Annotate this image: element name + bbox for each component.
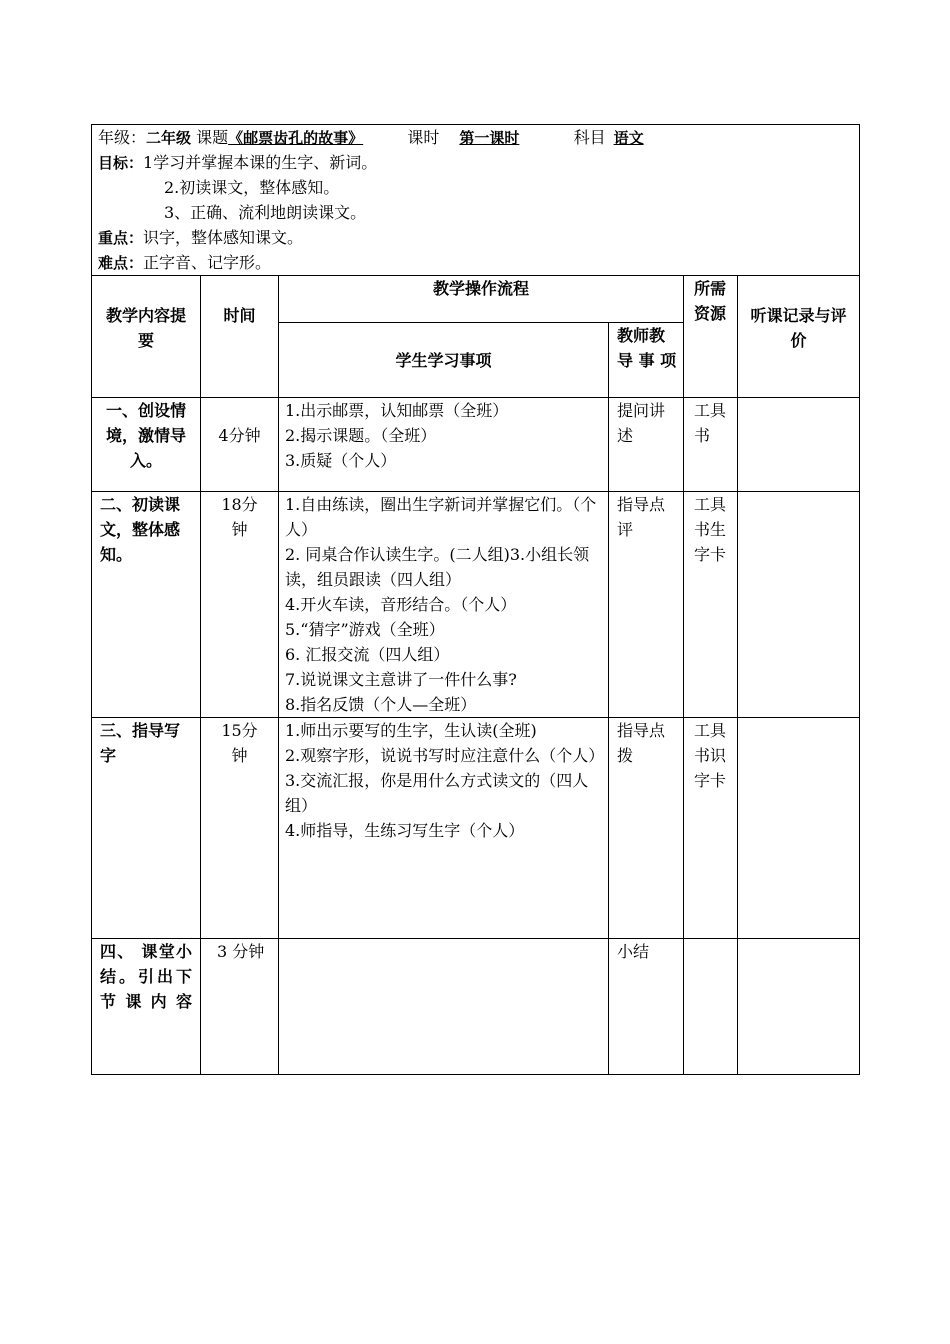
list-item: 4.开火车读，音形结合。（个人）: [285, 595, 517, 614]
lesson-row-2: [92, 492, 860, 718]
row1-student-items: [279, 398, 609, 492]
lesson-plan-table: [91, 124, 860, 1075]
list-item: 3.交流汇报，你是用什么方式读文的（四人组）: [285, 771, 589, 815]
col-time-header: 时间: [201, 276, 279, 398]
list-item: 2.揭示课题。（全班）: [285, 426, 437, 445]
row3-record[interactable]: [738, 718, 860, 939]
row4-content: 四、 课堂小结。引出下节课内容: [92, 939, 201, 1075]
col-record-header: 听课记录与评价: [738, 276, 860, 398]
key-point-line: [98, 225, 853, 250]
list-item: 6. 汇报交流（四人组）: [285, 645, 450, 664]
row1-time: 4分钟: [201, 398, 279, 492]
list-item: 1.出示邮票，认知邮票（全班）: [285, 401, 509, 420]
row2-teacher: 指导点评: [609, 492, 684, 718]
period-value: 第一课时: [459, 129, 520, 147]
goals-line-1: [98, 150, 853, 175]
subject-value: 语文: [613, 129, 644, 147]
list-item: 8.指名反馈（个人—全班）: [285, 695, 477, 714]
list-item: 2. 同桌合作认读生字。(二人组)3.小组长领读，组员跟读（四人组）: [285, 545, 590, 589]
difficulty-label: 难点：: [98, 254, 144, 272]
list-item: 3.质疑（个人）: [285, 451, 397, 470]
row4-resources: [684, 939, 738, 1075]
row3-time: 15分钟: [201, 718, 279, 939]
row3-resources: 工具书识字卡: [684, 718, 738, 939]
row2-student-items: [279, 492, 609, 718]
goals-line-3: [98, 200, 853, 225]
lesson-row-3: [92, 718, 860, 939]
col-resources-header: 所需资源: [684, 276, 738, 398]
list-item: 1.自由练读，圈出生字新词并掌握它们。（个人）: [285, 495, 597, 539]
difficulty-value: 正字音、记字形。: [143, 253, 272, 272]
col-content-header: 教学内容提要: [92, 276, 201, 398]
row1-resources: 工具书: [684, 398, 738, 492]
key-value: 识字，整体感知课文。: [143, 228, 304, 247]
list-item: 2.观察字形，说说书写时应注意什么（个人）: [285, 746, 605, 765]
list-item: 4.师指导，生练习写生字（个人）: [285, 821, 525, 840]
lesson-row-4: [92, 939, 860, 1075]
goals-line-2: [98, 175, 853, 200]
topic-label: 课题: [196, 128, 229, 147]
goal-2: 2.初读课文，整体感知。: [164, 178, 340, 197]
row2-record[interactable]: [738, 492, 860, 718]
column-header-row-1: [92, 276, 860, 323]
row4-record[interactable]: [738, 939, 860, 1075]
row3-teacher: 指导点拨: [609, 718, 684, 939]
row2-content: 二、初读课文，整体感知。: [92, 492, 201, 718]
list-item: 1.师出示要写的生字，生认读(全班): [285, 721, 537, 740]
row3-student-items: [279, 718, 609, 939]
grade-value: 二年级: [146, 129, 192, 147]
lesson-row-1: [92, 398, 860, 492]
row1-content: 一、创设情境，激情导入。: [92, 398, 201, 492]
difficulty-line: [98, 250, 853, 275]
row2-resources: 工具书生字卡: [684, 492, 738, 718]
header-block: [92, 125, 860, 276]
period-label: 课时: [407, 128, 440, 147]
subject-label: 科目: [573, 128, 606, 147]
grade-label: 年级：: [98, 128, 147, 147]
key-label: 重点：: [98, 229, 144, 247]
goal-3: 3、正确、流利地朗读课文。: [164, 203, 367, 222]
lesson-plan-sheet: [91, 124, 859, 1075]
header-meta-line: [98, 125, 853, 150]
row4-student-items: [279, 939, 609, 1075]
goals-label: 目标：: [98, 154, 144, 172]
row1-teacher: 提问讲述: [609, 398, 684, 492]
row1-record[interactable]: [738, 398, 860, 492]
col-teacher-header: 教师教导 事 项: [609, 323, 684, 398]
col-student-header: 学生学习事项: [279, 323, 609, 398]
goal-1: 1学习并掌握本课的生字、新词。: [143, 153, 378, 172]
row4-time: 3 分钟: [201, 939, 279, 1075]
list-item: 5.“猜字”游戏（全班）: [285, 620, 445, 639]
row2-time: 18分钟: [201, 492, 279, 718]
row4-teacher: 小结: [609, 939, 684, 1075]
row3-content: 三、指导写字: [92, 718, 201, 939]
list-item: 7.说说课文主意讲了一件什么事?: [285, 670, 517, 689]
col-flow-header: 教学操作流程: [279, 276, 684, 323]
topic-value: 《邮票齿孔的故事》: [228, 129, 364, 147]
